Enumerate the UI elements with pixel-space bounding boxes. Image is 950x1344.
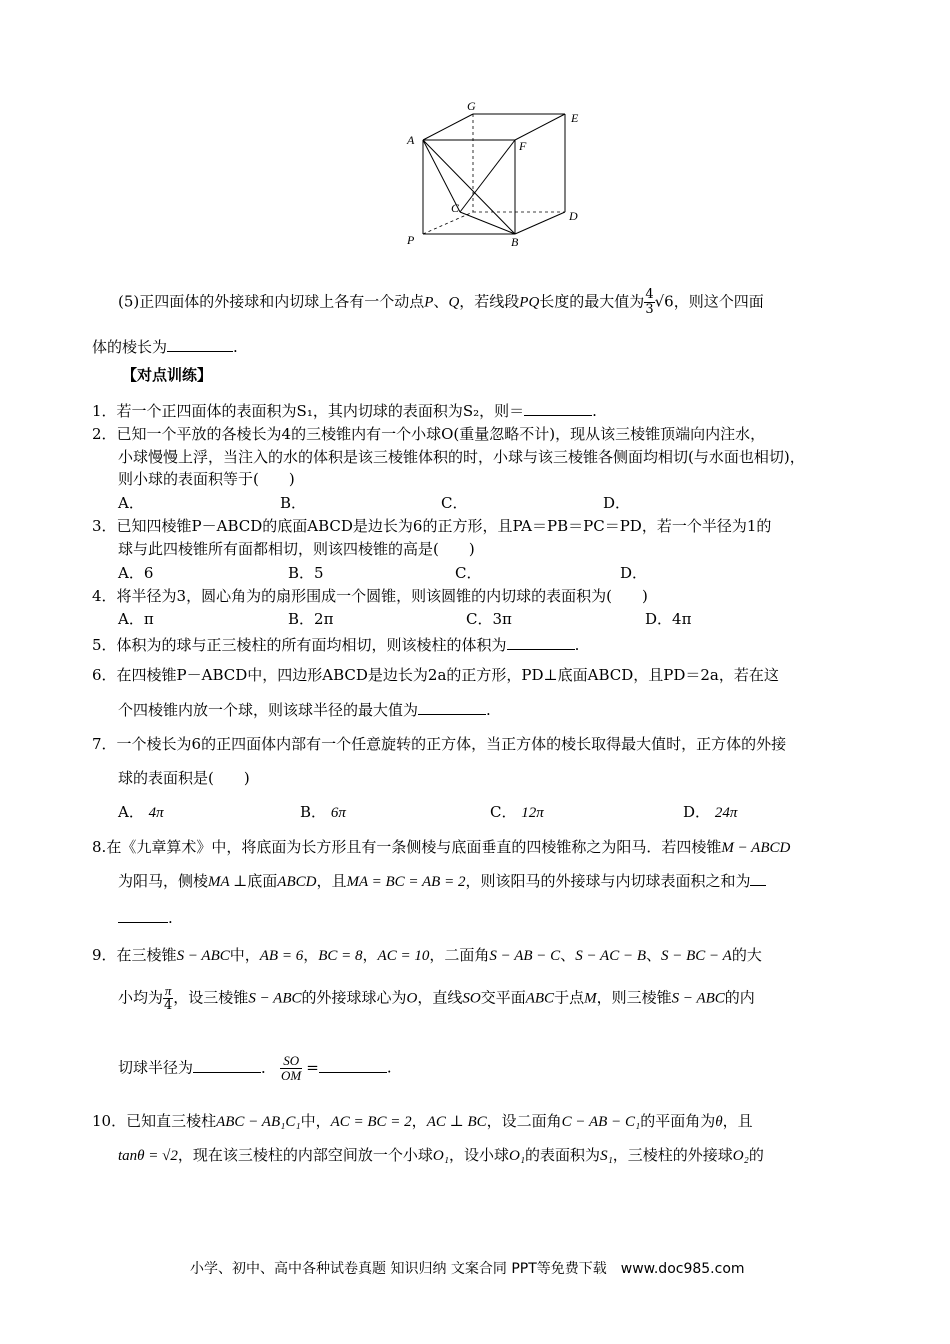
answer-blank: [319, 1058, 387, 1073]
q2-option-a: A．: [118, 494, 144, 512]
q3-option-a: A．6: [118, 564, 154, 582]
label-P: P: [407, 233, 415, 247]
question-4-line1: 4．将半径为3，圆心角为的扇形围成一个圆锥，则该圆锥的内切球的表面积为( ): [92, 587, 648, 605]
example-5-line1: (5)正四面体的外接球和内切球上各有一个动点P、Q，若线段PQ长度的最大值为 $\frac{4}{3}$ √6，则这个四面: [118, 287, 764, 317]
question-6-line2: 个四棱锥内放一个球，则该球半径的最大值为 .: [118, 701, 491, 719]
answer-blank: [507, 635, 575, 650]
q7-option-a: A． 4π: [118, 803, 164, 821]
cube-diagram: [395, 100, 605, 260]
section-title: 【对点训练】: [122, 366, 213, 384]
question-8-line1: 8.在《九章算术》中，将底面为长方形且有一条侧棱与底面垂直的四棱锥称之为阳马．若四棱锥M − ABCD: [92, 838, 791, 856]
answer-blank: [524, 401, 592, 416]
answer-blank: [118, 908, 168, 923]
question-1: 1．若一个正四面体的表面积为S₁，其内切球的表面积为S₂，则＝ .: [92, 402, 597, 420]
question-7-line2: 球的表面积是( ): [118, 769, 250, 787]
question-3-line1: 3．已知四棱锥P－ABCD的底面ABCD是边长为6的正方形，且PA＝PB＝PC＝PD，若一个半径为1的: [92, 517, 772, 535]
answer-blank: [167, 337, 233, 352]
label-B: B: [511, 235, 519, 249]
question-7-line1: 7．一个棱长为6的正四面体内部有一个任意旋转的正方体，当正方体的棱长取得最大值时，正方体的外接: [92, 735, 787, 753]
page-footer: 小学、初中、高中各种试卷真题 知识归纳 文案合同 PPT等免费下载 www.doc985.com: [190, 1261, 745, 1277]
question-2-line1: 2．已知一个平放的各棱长为4的三棱锥内有一个小球O(重量忽略不计)，现从该三棱锥顶端向内注水，: [92, 425, 766, 443]
q4-option-d: D．4π: [645, 610, 692, 628]
q2-option-c: C．: [441, 494, 468, 512]
label-G: G: [467, 100, 476, 113]
q3-option-d: D．: [620, 564, 648, 582]
question-9-line3: 切球半径为 ． $\frac{SO}{OM}$ = .: [118, 1053, 392, 1083]
answer-blank: [750, 871, 766, 886]
question-9-line2: 小均为 $\frac{\pi}{4}$ ，设三棱锥S − ABC的外接球球心为O，直线SO交平面ABC于点M，则三棱锥S − ABC的内: [118, 983, 755, 1013]
q7-option-b: B． 6π: [300, 803, 346, 821]
q2-option-b: B．: [280, 494, 307, 512]
question-2-line3: 则小球的表面积等于( ): [118, 470, 295, 488]
q4-option-c: C．3π: [466, 610, 512, 628]
fraction-pi-4: $\frac{\pi}{4}$: [164, 983, 173, 1013]
question-10-line1: 10．已知直三棱柱ABC − AB₁C₁中，AC = BC = 2，AC ⊥ BC，设二面角C − AB − C₁的平面角为θ，且: [92, 1112, 753, 1130]
question-2-line2: 小球慢慢上浮，当注入的水的体积是该三棱锥体积的时，小球与该三棱锥各侧面均相切(与水面也相切)，: [118, 448, 805, 466]
question-10-line2: tanθ = √2，现在该三棱柱的内部空间放一个小球O₁，设小球O₁的表面积为S₁，三棱柱的外接球O₂的: [118, 1146, 764, 1164]
question-6-line1: 6．在四棱锥P－ABCD中，四边形ABCD是边长为2a的正方形，PD⊥底面ABCD，且PD＝2a，若在这: [92, 666, 779, 684]
q7-option-d: D． 24π: [683, 803, 738, 821]
q4-option-b: B．2π: [288, 610, 334, 628]
question-8-line3: .: [118, 908, 173, 927]
q2-option-d: D．: [603, 494, 631, 512]
label-C: C: [451, 201, 460, 215]
fraction-so-om: $\frac{SO}{OM}$: [281, 1053, 302, 1083]
q7-option-c: C． 12π: [490, 803, 544, 821]
question-3-line2: 球与此四棱锥所有面都相切，则该四棱锥的高是( ): [118, 540, 475, 558]
q3-option-c: C．: [455, 564, 482, 582]
question-9-line1: 9．在三棱锥S − ABC中，AB = 6，BC = 8，AC = 10，二面角S − AB − C、S − AC − B、S − BC − A的大: [92, 946, 762, 964]
q3-option-b: B．5: [288, 564, 324, 582]
q4-option-a: A．π: [118, 610, 154, 628]
label-E: E: [571, 111, 579, 125]
answer-blank: [193, 1058, 261, 1073]
example-5-line2: 体的棱长为 .: [92, 338, 238, 356]
question-8-line2: 为阳马，侧棱MA ⊥底面ABCD，且MA = BC = AB = 2，则该阳马的外接球与内切球表面积之和为: [118, 870, 766, 891]
fraction-4-3: $\frac{4}{3}$: [645, 287, 654, 317]
answer-blank: [418, 700, 486, 715]
label-D: D: [569, 209, 578, 223]
label-A: A: [407, 133, 415, 147]
question-5: 5．体积为的球与正三棱柱的所有面均相切，则该棱柱的体积为 .: [92, 636, 580, 654]
label-F: F: [519, 139, 527, 153]
